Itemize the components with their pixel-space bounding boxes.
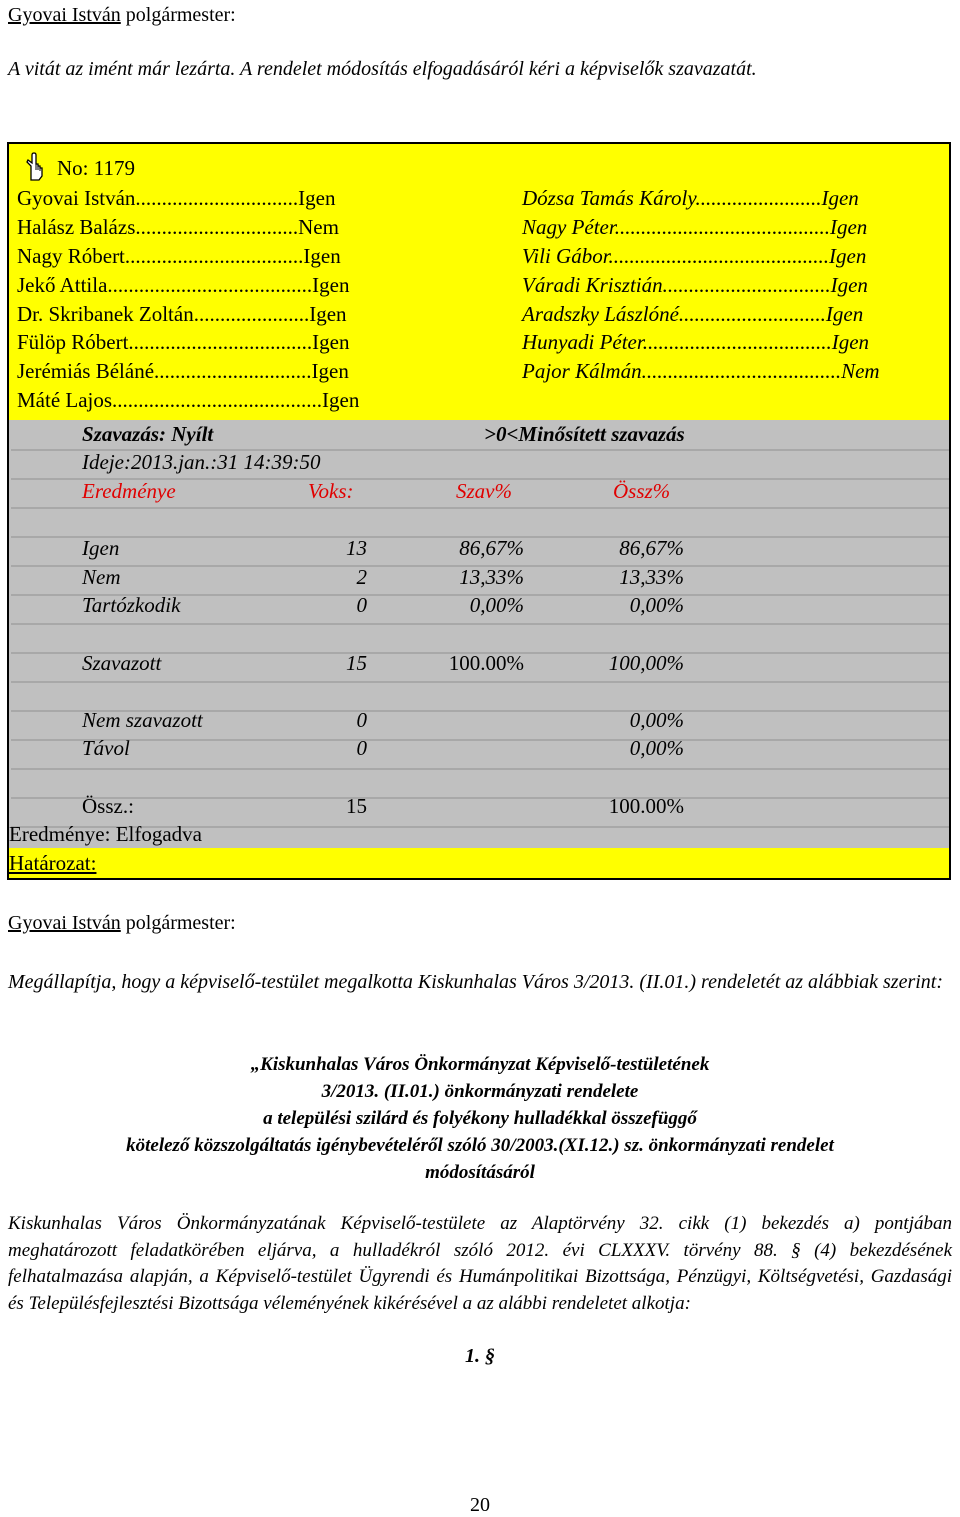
row-votes: 0	[356, 593, 367, 617]
divider	[11, 681, 949, 683]
vote-row-left: Dr. Skribanek Zoltán......................Igen	[17, 302, 347, 326]
row-szav: 13,33%	[459, 565, 524, 589]
vote-type: Szavazás: Nyílt	[82, 422, 214, 446]
row-label: Össz.:	[82, 794, 134, 818]
row-ossz: 13,33%	[619, 565, 684, 589]
row-votes: 15	[346, 651, 367, 675]
header-result: Eredménye	[82, 479, 176, 503]
regulation-title-line: a települési szilárd és folyékony hulladékkal összefüggő	[263, 1108, 697, 1129]
row-label: Igen	[82, 536, 120, 560]
regulation-title-line: módosításáról	[425, 1162, 535, 1183]
header-ossz: Össz%	[613, 479, 671, 503]
row-szav: 86,67%	[459, 536, 524, 560]
row-label: Tartózkodik	[82, 593, 181, 617]
vote-row-left: Máté Lajos........................................Igen	[17, 388, 360, 412]
row-votes: 0	[356, 708, 367, 732]
decision-bar	[9, 848, 949, 878]
vote-row-left: Fülöp Róbert...................................Igen	[17, 330, 350, 354]
vote-row-right: Hunyadi Péter....................................Igen	[522, 330, 870, 354]
intro-text: A vitát az imént már lezárta. A rendelet módosítás elfogadásáról kéri a képviselők szavazatát.	[8, 58, 757, 80]
vote-row-right: Dózsa Tamás Károly........................Igen	[522, 186, 859, 210]
qualified-vote-label: >0<Minősített szavazás	[484, 422, 685, 446]
row-votes: 13	[346, 536, 367, 560]
divider	[11, 768, 949, 770]
vote-row-right: Nagy Péter.........................................Igen	[522, 215, 868, 239]
row-label: Nem	[82, 565, 121, 589]
row-szav: 100.00%	[448, 651, 524, 675]
decision-label: Határozat:	[9, 851, 97, 875]
row-ossz: 0,00%	[629, 736, 684, 760]
row-label: Szavazott	[82, 651, 162, 675]
speaker-heading	[8, 912, 236, 935]
regulation-title-line: „Kiskunhalas Város Önkormányzat Képviselő-testületének	[250, 1054, 710, 1075]
vote-stats-section	[9, 420, 949, 848]
vote-outcome: Eredménye: Elfogadva	[9, 822, 202, 846]
header-szav: Szav%	[456, 479, 512, 503]
speaker-heading	[8, 4, 236, 27]
vote-row-left: Jekő Attila.......................................Igen	[17, 273, 350, 297]
speaker-role: polgármester:	[120, 4, 236, 26]
vote-time: Ideje:2013.jan.:31 14:39:50	[82, 450, 321, 474]
vote-number: No: 1179	[57, 156, 135, 180]
row-votes: 2	[356, 565, 367, 589]
row-votes: 15	[346, 794, 367, 818]
regulation-title-line: 3/2013. (II.01.) önkormányzati rendelete	[321, 1081, 639, 1102]
vote-result-box	[7, 142, 951, 880]
regulation-title-line: kötelező közszolgáltatás igénybevételéről szóló 30/2003.(XI.12.) sz. önkormányzati rendelet	[126, 1135, 834, 1156]
row-label: Nem szavazott	[82, 708, 203, 732]
vote-row-left: Halász Balázs...............................Nem	[17, 215, 339, 239]
vote-row-left: Jerémiás Béláné..............................Igen	[17, 359, 349, 383]
page-number: 20	[470, 1494, 490, 1516]
finding-text: Megállapítja, hogy a képviselő-testület megalkotta Kiskunhalas Város 3/2013. (II.01.) rendeletét az alábbiak szerint:	[8, 971, 944, 993]
row-ossz: 86,67%	[619, 536, 684, 560]
divider	[11, 623, 949, 625]
section-number: 1. §	[465, 1345, 495, 1367]
vote-row-right: Aradszky Lászlóné............................Igen	[522, 302, 864, 326]
divider	[11, 739, 949, 741]
vote-row-left: Nagy Róbert..................................Igen	[17, 244, 341, 268]
vote-row-right: Pajor Kálmán......................................Nem	[522, 359, 880, 383]
vote-row-right: Váradi Krisztián................................Igen	[522, 273, 868, 297]
row-ossz: 100.00%	[608, 794, 684, 818]
row-szav: 0,00%	[469, 593, 524, 617]
vote-row-right: Vili Gábor..........................................Igen	[522, 244, 867, 268]
preamble-text: Kiskunhalas Város Önkormányzatának Képviselő-testülete az Alaptörvény 32. cikk (1) bekezdés a) pontjában meghatározott feladatkörében eljárva, a hulladékról szóló 2012. évi CLXXXV. törvény 88. § (4) bekezdésének felhatalmazása alapján, a Képviselő-testület Ügyrendi és Humánpolitikai Bizottsága, Pénzügyi, Költségvetési, Gazdasági és Településfejlesztési Bizottsága véleményének kikérésével a az alábbi rendeletet alkotja:	[8, 1213, 952, 1314]
divider	[11, 797, 949, 799]
header-votes: Voks:	[308, 479, 354, 503]
divider	[11, 507, 949, 509]
vote-list-section	[9, 144, 949, 420]
row-votes: 0	[356, 736, 367, 760]
row-ossz: 0,00%	[629, 708, 684, 732]
vote-row-left: Gyovai István...............................Igen	[17, 186, 336, 210]
speaker-role: polgármester:	[120, 912, 236, 934]
speaker-name: Gyovai István	[8, 912, 121, 934]
row-ossz: 100,00%	[608, 651, 684, 675]
hand-icon	[21, 152, 47, 182]
row-ossz: 0,00%	[629, 593, 684, 617]
row-label: Távol	[82, 736, 130, 760]
speaker-name: Gyovai István	[8, 4, 121, 26]
